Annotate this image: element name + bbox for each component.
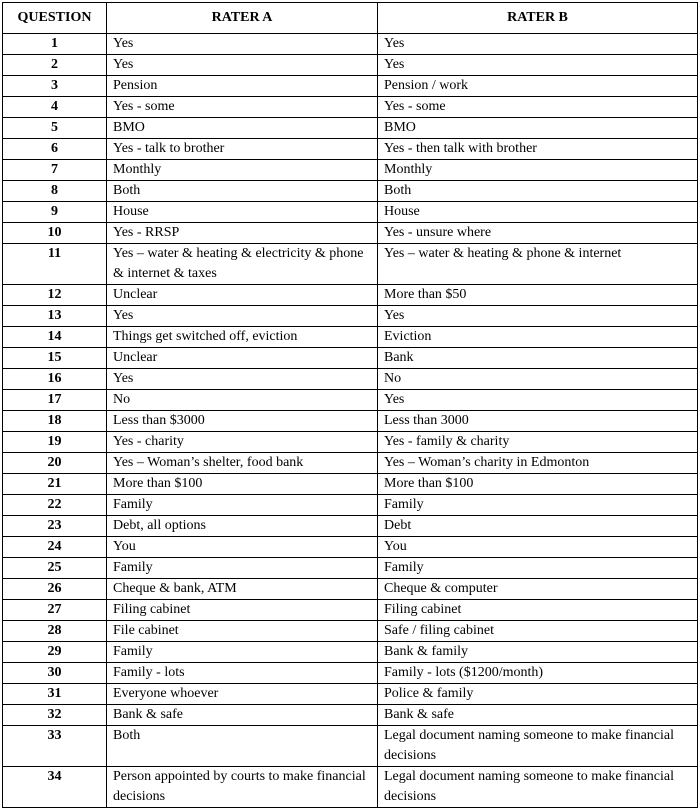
rater-a-answer-cell: Monthly: [107, 160, 378, 181]
table-row: [3, 97, 698, 118]
rater-b-answer-cell: BMO: [378, 118, 698, 139]
rater-a-answer-cell: Family: [107, 558, 378, 579]
table-row: [3, 160, 698, 181]
question-number-cell: 3: [3, 76, 107, 97]
rater-b-answer-cell: Yes – water & heating & phone & internet: [378, 244, 698, 285]
rater-b-answer-cell: Yes: [378, 34, 698, 55]
rater-a-answer-cell: Pension: [107, 76, 378, 97]
table-row: [3, 663, 698, 684]
table-row: [3, 600, 698, 621]
table-row: [3, 642, 698, 663]
question-number-cell: 25: [3, 558, 107, 579]
rater-a-answer-cell: Yes - charity: [107, 432, 378, 453]
rater-a-answer-cell: Person appointed by courts to make financial decisions: [107, 767, 378, 808]
table-row: [3, 285, 698, 306]
rater-b-answer-cell: Bank: [378, 348, 698, 369]
table-row: [3, 55, 698, 76]
rater-a-answer-cell: BMO: [107, 118, 378, 139]
rater-a-answer-cell: Bank & safe: [107, 705, 378, 726]
table-row: [3, 474, 698, 495]
question-number-cell: 16: [3, 369, 107, 390]
question-number-cell: 6: [3, 139, 107, 160]
question-number-cell: 27: [3, 600, 107, 621]
table-row: [3, 223, 698, 244]
question-number-cell: 9: [3, 202, 107, 223]
rater-a-answer-cell: Unclear: [107, 348, 378, 369]
rater-b-answer-cell: Less than 3000: [378, 411, 698, 432]
question-number-cell: 7: [3, 160, 107, 181]
table-row: [3, 202, 698, 223]
question-number-cell: 26: [3, 579, 107, 600]
rater-b-answer-cell: Bank & safe: [378, 705, 698, 726]
rater-b-answer-cell: Legal document naming someone to make financial decisions: [378, 726, 698, 767]
table-row: [3, 244, 698, 285]
table-row: [3, 726, 698, 767]
rater-a-answer-cell: Unclear: [107, 285, 378, 306]
question-number-cell: 4: [3, 97, 107, 118]
table-row: [3, 495, 698, 516]
rater-b-answer-cell: Monthly: [378, 160, 698, 181]
table-row: [3, 390, 698, 411]
question-number-cell: 2: [3, 55, 107, 76]
table-row: [3, 432, 698, 453]
question-number-cell: 1: [3, 34, 107, 55]
rater-a-answer-cell: File cabinet: [107, 621, 378, 642]
header-rater-a: RATER A: [107, 3, 378, 34]
rater-a-answer-cell: You: [107, 537, 378, 558]
rater-b-answer-cell: Police & family: [378, 684, 698, 705]
table-row: [3, 139, 698, 160]
rater-b-answer-cell: Yes - family & charity: [378, 432, 698, 453]
question-number-cell: 14: [3, 327, 107, 348]
table-row: [3, 411, 698, 432]
rater-a-answer-cell: Yes – water & heating & electricity & phone & internet & taxes: [107, 244, 378, 285]
rater-a-answer-cell: House: [107, 202, 378, 223]
table-body: [3, 34, 698, 808]
rater-b-answer-cell: Filing cabinet: [378, 600, 698, 621]
table-row: [3, 306, 698, 327]
rater-b-answer-cell: Debt: [378, 516, 698, 537]
table-row: [3, 118, 698, 139]
rater-b-answer-cell: Yes – Woman’s charity in Edmonton: [378, 453, 698, 474]
question-number-cell: 29: [3, 642, 107, 663]
rater-a-answer-cell: Less than $3000: [107, 411, 378, 432]
rater-b-answer-cell: Yes: [378, 306, 698, 327]
rater-b-answer-cell: Yes - then talk with brother: [378, 139, 698, 160]
header-rater-b: RATER B: [378, 3, 698, 34]
table-header: [3, 3, 698, 34]
table-row: [3, 327, 698, 348]
rater-b-answer-cell: No: [378, 369, 698, 390]
rater-b-answer-cell: Yes: [378, 55, 698, 76]
rater-b-answer-cell: Yes: [378, 390, 698, 411]
rater-b-answer-cell: Eviction: [378, 327, 698, 348]
table-row: [3, 767, 698, 808]
rater-b-answer-cell: More than $50: [378, 285, 698, 306]
rater-b-answer-cell: Bank & family: [378, 642, 698, 663]
rater-a-answer-cell: Cheque & bank, ATM: [107, 579, 378, 600]
table-row: [3, 348, 698, 369]
rater-b-answer-cell: Yes - some: [378, 97, 698, 118]
question-number-cell: 5: [3, 118, 107, 139]
question-number-cell: 23: [3, 516, 107, 537]
rater-b-answer-cell: House: [378, 202, 698, 223]
question-number-cell: 15: [3, 348, 107, 369]
rater-b-answer-cell: More than $100: [378, 474, 698, 495]
rater-a-answer-cell: Yes - talk to brother: [107, 139, 378, 160]
rater-a-answer-cell: Yes: [107, 34, 378, 55]
header-question: QUESTION: [3, 3, 107, 34]
page: [2, 2, 698, 808]
table-row: [3, 76, 698, 97]
rater-a-answer-cell: Yes - some: [107, 97, 378, 118]
header-row: [3, 3, 698, 34]
rater-b-answer-cell: Pension / work: [378, 76, 698, 97]
rater-a-answer-cell: Debt, all options: [107, 516, 378, 537]
table-row: [3, 705, 698, 726]
table-row: [3, 621, 698, 642]
table-row: [3, 453, 698, 474]
rater-b-answer-cell: You: [378, 537, 698, 558]
question-number-cell: 8: [3, 181, 107, 202]
table-row: [3, 34, 698, 55]
rater-b-answer-cell: Family: [378, 558, 698, 579]
question-number-cell: 13: [3, 306, 107, 327]
question-number-cell: 33: [3, 726, 107, 767]
question-number-cell: 30: [3, 663, 107, 684]
question-number-cell: 11: [3, 244, 107, 285]
table-row: [3, 181, 698, 202]
table-row: [3, 558, 698, 579]
table-row: [3, 684, 698, 705]
rater-a-answer-cell: Yes – Woman’s shelter, food bank: [107, 453, 378, 474]
question-number-cell: 32: [3, 705, 107, 726]
rater-b-answer-cell: Family: [378, 495, 698, 516]
question-number-cell: 31: [3, 684, 107, 705]
question-number-cell: 10: [3, 223, 107, 244]
rater-a-answer-cell: No: [107, 390, 378, 411]
rater-a-answer-cell: Family: [107, 495, 378, 516]
rater-a-answer-cell: Family - lots: [107, 663, 378, 684]
question-number-cell: 18: [3, 411, 107, 432]
rater-a-answer-cell: Yes - RRSP: [107, 223, 378, 244]
rater-b-answer-cell: Cheque & computer: [378, 579, 698, 600]
rater-b-answer-cell: Yes - unsure where: [378, 223, 698, 244]
rater-a-answer-cell: Yes: [107, 369, 378, 390]
rater-a-answer-cell: Filing cabinet: [107, 600, 378, 621]
question-number-cell: 21: [3, 474, 107, 495]
rater-a-answer-cell: Family: [107, 642, 378, 663]
table-row: [3, 516, 698, 537]
rater-b-answer-cell: Both: [378, 181, 698, 202]
question-number-cell: 20: [3, 453, 107, 474]
rater-b-answer-cell: Family - lots ($1200/month): [378, 663, 698, 684]
rater-b-answer-cell: Safe / filing cabinet: [378, 621, 698, 642]
rater-a-answer-cell: Yes: [107, 306, 378, 327]
table-row: [3, 369, 698, 390]
question-number-cell: 22: [3, 495, 107, 516]
question-number-cell: 28: [3, 621, 107, 642]
question-number-cell: 24: [3, 537, 107, 558]
rater-a-answer-cell: More than $100: [107, 474, 378, 495]
rater-b-answer-cell: Legal document naming someone to make financial decisions: [378, 767, 698, 808]
rater-a-answer-cell: Yes: [107, 55, 378, 76]
rater-a-answer-cell: Both: [107, 181, 378, 202]
table-row: [3, 579, 698, 600]
rater-a-answer-cell: Things get switched off, eviction: [107, 327, 378, 348]
question-number-cell: 17: [3, 390, 107, 411]
question-number-cell: 19: [3, 432, 107, 453]
table-row: [3, 537, 698, 558]
question-number-cell: 34: [3, 767, 107, 808]
question-number-cell: 12: [3, 285, 107, 306]
rater-a-answer-cell: Everyone whoever: [107, 684, 378, 705]
rater-comparison-table: [2, 2, 698, 808]
rater-a-answer-cell: Both: [107, 726, 378, 767]
